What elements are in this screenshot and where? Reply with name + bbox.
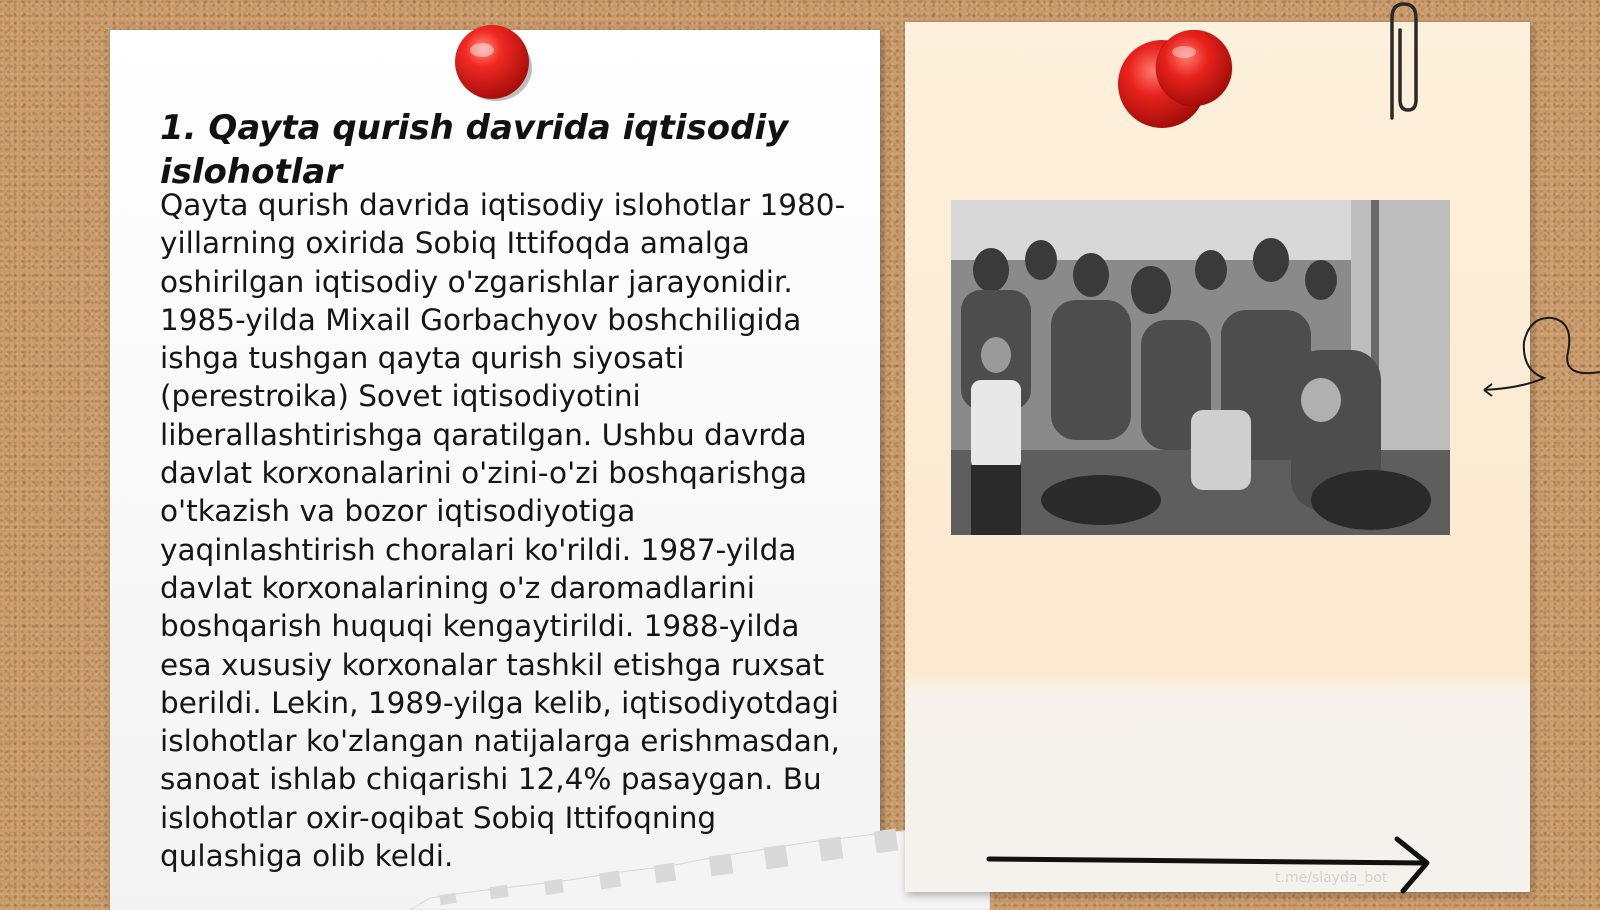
body-paragraph: Qayta qurish davrida iqtisodiy islohotlar 1980-yillarning oxirida Sobiq Ittifoqda amalga oshirilgan iqtisodiy o'zgarishlar jarayonidir. 1985-yilda Mixail Gorbachyov boshchiligida ishga tushgan qayta qurish siyosati (perestroika) Sovet iqtisodiyotini liberallashtirishga qaratilgan. Ushbu davrda davlat korxonalarini o'zini-o'zi boshqarishga o'tkazish va bozor iqtisodiyotiga yaqinlashtirish choralari ko'rildi. 1987-yilda davlat korxonalarining o'z daromadlarini boshqarish huquqi kengaytirildi. 1988-yilda esa xususiy korxonalar tashkil etishga ruxsat berildi. Lekin, 1989-yilga kelib, iqtisodiyotdagi islohotlar ko'zlangan natijalarga erishmasdan, sanoat ishlab chiqarishi 12,4% pasaygan. Bu islohotlar oxir-oqibat Sobiq Ittifoqning qulashiga olib keldi. (160, 188, 846, 874)
red-pushpin-icon (1118, 30, 1248, 135)
arrow-right-icon (985, 835, 1445, 895)
slide-title: 1. Qayta qurish davrida iqtisodiy islohotlar (160, 108, 789, 192)
watermark-text: t.me/slayda_bot (1275, 870, 1388, 886)
paper-clip-icon (1380, 0, 1424, 125)
hand-drawn-squiggle-icon (1482, 312, 1600, 402)
red-pushpin-icon (452, 20, 534, 102)
historical-photo (951, 200, 1450, 535)
